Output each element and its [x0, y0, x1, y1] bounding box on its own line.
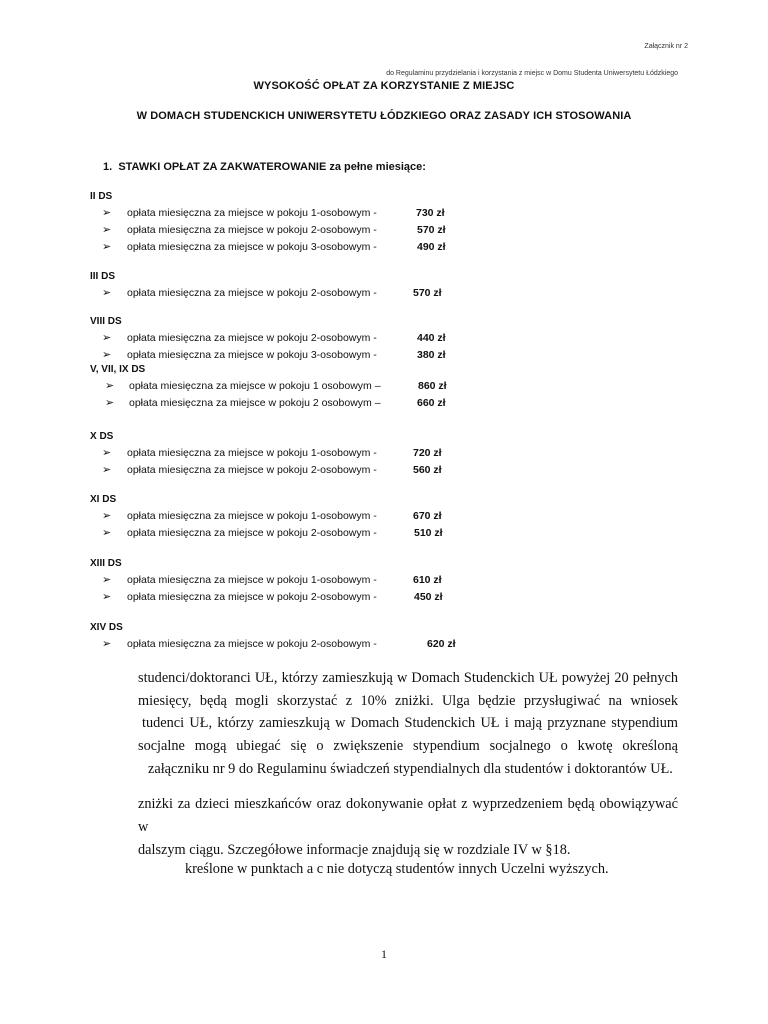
dorm-name: X DS	[90, 431, 114, 442]
paragraph-line: zniżki za dzieci mieszkańców oraz dokonywanie opłat z wyprzedzeniem będą obowiązywać w	[138, 796, 678, 835]
rate-value: 570 zł	[417, 224, 446, 236]
arrow-bullet-icon: ➢	[102, 638, 112, 650]
section-number: 1.	[103, 161, 113, 173]
rate-text: opłata miesięczna za miejsce w pokoju 2-osobowym -	[127, 332, 377, 344]
dorm-block-v-vii-ix	[90, 362, 447, 412]
rate-text: opłata miesięczna za miejsce w pokoju 2-osobowym -	[127, 224, 377, 236]
arrow-bullet-icon: ➢	[102, 447, 112, 459]
dorm-name: V, VII, IX DS	[90, 364, 146, 375]
dorm-name: VIII DS	[90, 316, 122, 327]
arrow-bullet-icon: ➢	[102, 224, 112, 236]
rate-row	[90, 462, 442, 479]
dorm-block-viii	[90, 314, 446, 364]
rate-text: opłata miesięczna za miejsce w pokoju 2-osobowym -	[127, 464, 377, 476]
dorm-name: II DS	[90, 191, 113, 202]
rate-value: 440 zł	[417, 332, 446, 344]
dorm-name: III DS	[90, 271, 116, 282]
rate-row	[90, 285, 442, 302]
rate-text: opłata miesięczna za miejsce w pokoju 3-osobowym -	[127, 349, 377, 361]
arrow-bullet-icon: ➢	[102, 332, 112, 344]
rate-value: 510 zł	[414, 527, 443, 539]
rate-row	[90, 589, 443, 606]
rate-row	[90, 525, 443, 542]
rate-text: opłata miesięczna za miejsce w pokoju 2-osobowym -	[127, 638, 377, 650]
rate-row	[90, 330, 446, 347]
dorm-block-xiv	[90, 620, 456, 653]
rate-value: 570 zł	[413, 287, 442, 299]
rate-text: opłata miesięczna za miejsce w pokoju 1 osobowym –	[129, 380, 381, 392]
rate-text: opłata miesięczna za miejsce w pokoju 2-osobowym -	[127, 287, 377, 299]
annex-label: Załącznik nr 2	[644, 43, 688, 50]
rate-value: 490 zł	[417, 241, 446, 253]
arrow-bullet-icon: ➢	[105, 380, 115, 392]
rate-row	[90, 395, 446, 412]
rate-value: 670 zł	[413, 510, 442, 522]
rate-row	[90, 378, 447, 395]
rate-value: 560 zł	[413, 464, 442, 476]
dorm-block-iii	[90, 269, 442, 302]
paragraph-line: studenci/doktoranci UŁ, którzy zamieszkują w Domach Studenckich UŁ powyżej 20 pełnych	[138, 670, 678, 686]
section-heading-rest: za pełne miesiące:	[326, 161, 426, 173]
dorm-name: XIII DS	[90, 558, 122, 569]
document-title-line2: W DOMACH STUDENCKICH UNIWERSYTETU ŁÓDZKIEGO ORAZ ZASADY ICH STOSOWANIA	[136, 110, 632, 122]
rate-text: opłata miesięczna za miejsce w pokoju 1-osobowym -	[127, 447, 377, 459]
arrow-bullet-icon: ➢	[102, 591, 112, 603]
dorm-block-ii	[90, 189, 446, 256]
rate-text: opłata miesięczna za miejsce w pokoju 2-osobowym -	[127, 591, 377, 603]
paragraph-line: dalszym ciągu. Szczegółowe informacje znajdują się w rozdziale IV w §18.	[138, 842, 571, 858]
rate-value: 450 zł	[414, 591, 443, 603]
paragraph-social-scholarship	[138, 712, 678, 781]
rate-row	[90, 572, 442, 589]
dorm-block-x	[90, 429, 442, 479]
annex-subtitle: do Regulaminu przydzielania i korzystania z miejsc w Domu Studenta Uniwersytetu Łódzkiego	[386, 70, 678, 77]
arrow-bullet-icon: ➢	[102, 349, 112, 361]
paragraph-line: załączniku nr 9 do Regulaminu świadczeń stypendialnych dla studentów i doktorantów UŁ.	[148, 761, 673, 777]
rate-text: opłata miesięczna za miejsce w pokoju 1-osobowym -	[127, 574, 377, 586]
arrow-bullet-icon: ➢	[102, 464, 112, 476]
dorm-name: XI DS	[90, 494, 117, 505]
arrow-bullet-icon: ➢	[102, 241, 112, 253]
section-heading	[103, 161, 426, 173]
rate-text: opłata miesięczna za miejsce w pokoju 3-osobowym -	[127, 241, 377, 253]
arrow-bullet-icon: ➢	[102, 527, 112, 539]
paragraph-line: miesięcy, będą mogli skorzystać z 10% zniżki. Ulga będzie przysługiwać na wniosek	[138, 693, 678, 709]
rate-row	[90, 239, 446, 256]
arrow-bullet-icon: ➢	[102, 574, 112, 586]
rate-value: 380 zł	[417, 349, 446, 361]
dorm-name: XIV DS	[90, 622, 123, 633]
rate-row	[90, 508, 442, 525]
rate-value: 610 zł	[413, 574, 442, 586]
rate-row	[90, 636, 456, 653]
rate-value: 660 zł	[417, 397, 446, 409]
dorm-block-xiii	[90, 556, 443, 606]
rate-value: 720 zł	[413, 447, 442, 459]
section-heading-bold: STAWKI OPŁAT ZA ZAKWATEROWANIE	[118, 161, 327, 173]
rate-text: opłata miesięczna za miejsce w pokoju 2-osobowym -	[127, 527, 377, 539]
document-title-line1: WYSOKOŚĆ OPŁAT ZA KORZYSTANIE Z MIEJSC	[253, 80, 515, 92]
rate-text: opłata miesięczna za miejsce w pokoju 1-osobowym -	[127, 510, 377, 522]
rate-row	[90, 205, 445, 222]
arrow-bullet-icon: ➢	[102, 510, 112, 522]
paragraph-line: kreślone w punktach a c nie dotyczą studentów innych Uczelni wyższych.	[185, 861, 609, 877]
rate-text: opłata miesięczna za miejsce w pokoju 2 osobowym –	[129, 397, 381, 409]
paragraph-line: socjalne mogą ubiegać się o zwiększenie stypendium socjalnego o kwotę określoną	[138, 738, 678, 754]
arrow-bullet-icon: ➢	[102, 207, 112, 219]
rate-value: 620 zł	[427, 638, 456, 650]
rate-row	[90, 445, 442, 462]
rate-row	[90, 222, 446, 239]
page-number: 1	[381, 947, 387, 961]
arrow-bullet-icon: ➢	[105, 397, 115, 409]
rate-value: 860 zł	[418, 380, 447, 392]
arrow-bullet-icon: ➢	[102, 287, 112, 299]
dorm-block-xi	[90, 492, 443, 542]
paragraph-long-stay-discount	[138, 667, 678, 713]
paragraph-line: tudenci UŁ, którzy zamieszkują w Domach Studenckich UŁ i mają przyznane stypendium	[142, 715, 678, 731]
paragraph-discounts-info	[138, 793, 678, 881]
rate-value: 730 zł	[416, 207, 445, 219]
rate-text: opłata miesięczna za miejsce w pokoju 1-osobowym -	[127, 207, 377, 219]
